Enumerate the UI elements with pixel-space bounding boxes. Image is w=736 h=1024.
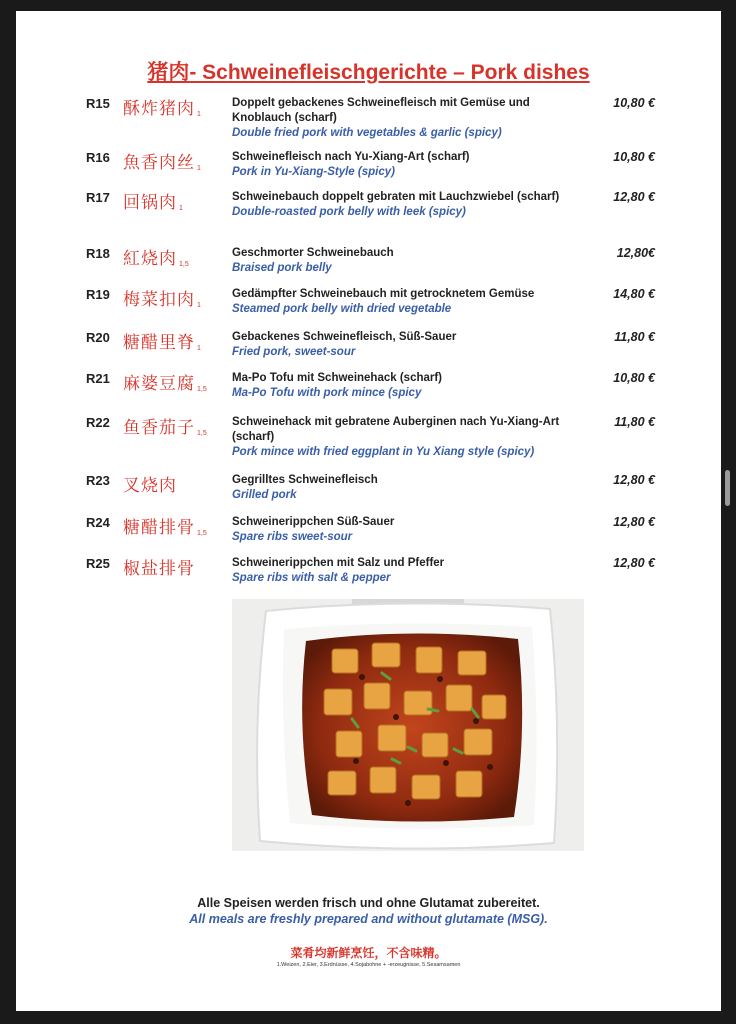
item-chinese-text: 魚香肉丝	[123, 153, 195, 173]
item-english: Spare ribs sweet-sour	[232, 531, 353, 543]
item-description	[232, 190, 592, 220]
item-price: 12,80 €	[613, 473, 655, 487]
item-chinese-name	[123, 285, 201, 310]
item-code: R25	[86, 556, 110, 571]
item-description	[232, 150, 592, 180]
item-allergens: 1,5	[179, 261, 189, 268]
item-allergens: 1	[179, 205, 183, 212]
item-german: Doppelt gebackenes Schweinefleisch mit Gemüse und Knoblauch (scharf)	[232, 97, 530, 124]
item-chinese-name	[123, 369, 207, 394]
item-allergens: 1	[197, 345, 201, 352]
item-german: Schweinebauch doppelt gebraten mit Lauchzwiebel (scharf)	[232, 191, 560, 203]
item-allergens: 1,5	[197, 386, 207, 393]
item-description	[232, 96, 592, 141]
item-english: Ma-Po Tofu with pork mince (spicy	[232, 387, 422, 399]
item-english: Pork in Yu-Xiang-Style (spicy)	[232, 166, 395, 178]
footer-german: Alle Speisen werden frisch und ohne Glutamat zubereitet.	[197, 896, 540, 910]
item-chinese-name	[123, 471, 179, 496]
item-description	[232, 287, 592, 317]
item-allergens: 1	[197, 165, 201, 172]
footer-chinese: 菜肴均新鲜烹饪，不含味精。	[290, 946, 447, 960]
item-german: Gedämpfter Schweinebauch mit getrocknetem Gemüse	[232, 288, 535, 300]
item-price: 11,80 €	[614, 330, 655, 344]
item-german: Ma-Po Tofu mit Schweinehack (scharf)	[232, 372, 443, 384]
item-chinese-text: 鱼香茄子	[123, 418, 195, 438]
item-chinese-text: 糖醋里脊	[123, 333, 195, 353]
item-allergens: 1	[197, 111, 201, 118]
item-german: Schweinerippchen mit Salz und Pfeffer	[232, 557, 445, 569]
item-description	[232, 515, 592, 545]
item-code: R23	[86, 473, 110, 488]
item-german: Gegrilltes Schweinefleisch	[232, 474, 378, 486]
title-chinese: 猪肉	[147, 59, 190, 84]
item-german: Geschmorter Schweinebauch	[232, 247, 394, 259]
item-description	[232, 415, 592, 460]
item-english: Fried pork, sweet-sour	[232, 346, 356, 358]
item-english: Grilled pork	[232, 489, 297, 501]
item-chinese-name	[123, 188, 183, 213]
item-code: R18	[86, 246, 110, 261]
item-english: Steamed pork belly with dried vegetable	[232, 303, 452, 315]
allergen-legend: 1.Weizen, 2.Eier, 3.Erdnüsse, 4.Sojabohne + -erzeugnisse, 5.Sesamsamen	[276, 962, 461, 968]
item-chinese-name	[123, 413, 207, 438]
dish-photo	[232, 599, 584, 851]
item-chinese-text: 酥炸猪肉	[123, 99, 195, 119]
item-chinese-text: 回锅肉	[123, 193, 177, 213]
item-allergens: 1	[197, 302, 201, 309]
item-chinese-name	[123, 148, 201, 173]
item-english: Double-roasted pork belly with leek (spicy)	[232, 206, 466, 218]
item-german: Gebackenes Schweinefleisch, Süß-Sauer	[232, 331, 457, 343]
item-allergens: 1,5	[197, 530, 207, 537]
item-chinese-text: 叉烧肉	[123, 476, 177, 496]
item-code: R16	[86, 150, 110, 165]
item-description	[232, 556, 592, 586]
item-german: Schweinerippchen Süß-Sauer	[232, 516, 395, 528]
item-code: R17	[86, 190, 110, 205]
item-english: Spare ribs with salt & pepper	[232, 572, 391, 584]
item-price: 12,80 €	[613, 190, 655, 204]
item-chinese-text: 糖醋排骨	[123, 518, 195, 538]
item-chinese-text: 紅烧肉	[123, 249, 177, 269]
menu-page	[16, 11, 721, 1011]
item-description	[232, 246, 592, 276]
item-description	[232, 330, 592, 360]
item-code: R22	[86, 415, 110, 430]
item-german: Schweinefleisch nach Yu-Xiang-Art (scharf)	[232, 151, 470, 163]
item-chinese-name	[123, 328, 201, 353]
item-chinese-text: 椒盐排骨	[123, 559, 195, 579]
item-english: Double fried pork with vegetables & garlic (spicy)	[232, 127, 502, 139]
item-english: Braised pork belly	[232, 262, 332, 274]
item-price: 10,80 €	[613, 150, 655, 164]
item-code: R24	[86, 515, 110, 530]
item-description	[232, 473, 592, 503]
item-code: R21	[86, 371, 110, 386]
page-title	[16, 56, 721, 86]
item-chinese-name	[123, 554, 197, 579]
footer-english: All meals are freshly prepared and without glutamate (MSG).	[189, 912, 548, 926]
item-code: R15	[86, 96, 110, 111]
item-chinese-name	[123, 244, 189, 269]
item-german: Schweinehack mit gebratene Auberginen nach Yu-Xiang-Art (scharf)	[232, 416, 560, 443]
item-chinese-text: 梅菜扣肉	[123, 290, 195, 310]
item-price: 12,80 €	[613, 515, 655, 529]
item-code: R20	[86, 330, 110, 345]
item-price: 10,80 €	[613, 371, 655, 385]
title-text: - Schweinefleischgerichte – Pork dishes	[189, 61, 590, 84]
item-allergens: 1,5	[197, 430, 207, 437]
item-price: 14,80 €	[613, 287, 655, 301]
item-description	[232, 371, 592, 401]
item-chinese-text: 麻婆豆腐	[123, 374, 195, 394]
mapo-tofu-illustration	[232, 599, 584, 851]
scrollbar[interactable]	[725, 470, 730, 506]
item-chinese-name	[123, 94, 201, 119]
item-price: 12,80€	[616, 246, 655, 260]
item-english: Pork mince with fried eggplant in Yu Xiang style (spicy)	[232, 446, 535, 458]
item-price: 12,80 €	[613, 556, 655, 570]
item-code: R19	[86, 287, 110, 302]
item-chinese-name	[123, 513, 207, 538]
item-price: 10,80 €	[613, 96, 655, 110]
item-price: 11,80 €	[614, 415, 655, 429]
